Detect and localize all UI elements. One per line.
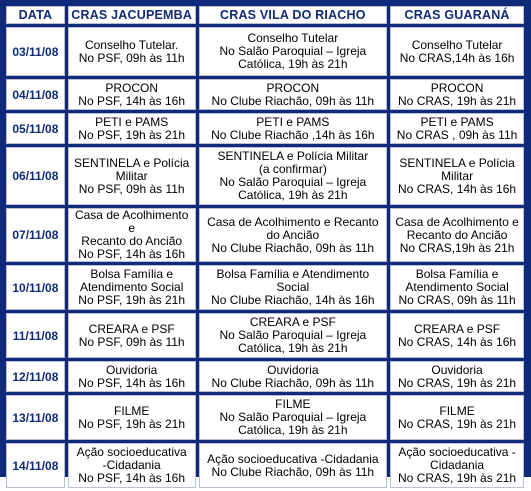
vila-do-riacho-cell: SENTINELA e Polícia Militar (a confirmar) No Salão Paroquial – Igreja Católica, 19h às 21h (199, 147, 388, 205)
table-row (6, 313, 524, 358)
table-row (6, 27, 524, 76)
date-cell: 11/11/08 (6, 313, 65, 358)
header-date: DATA (6, 6, 65, 24)
date-cell: 04/11/08 (6, 79, 65, 110)
table-row (6, 79, 524, 110)
vila-do-riacho-cell: Ação socioeducativa -Cidadania No Clube Riachão, 09h às 11h (199, 443, 388, 488)
jacupemba-cell: Conselho Tutelar. No PSF, 09h às 11h (68, 27, 196, 76)
vila-do-riacho-cell: PETI e PAMS No Clube Riachão ,14h às 16h (199, 113, 388, 144)
guarana-cell: Ação socioeducativa - Cidadania No CRAS, 19h às 21h (390, 443, 524, 488)
vila-do-riacho-cell: PROCON No Clube Riachão, 09h às 11h (199, 79, 388, 110)
guarana-cell: Casa de Acolhimento e Recanto do Ancião No CRAS,19h às 21h (390, 208, 524, 262)
vila-do-riacho-cell: Casa de Acolhimento e Recanto do Ancião No Clube Riachão, 09h às 11h (199, 208, 388, 262)
header-cras-guarana: CRAS GUARANÁ (390, 6, 524, 24)
date-cell: 14/11/08 (6, 443, 65, 488)
table-row (6, 113, 524, 144)
jacupemba-cell: Casa de Acolhimento e Recanto do Ancião No PSF, 14h às 16h (68, 208, 196, 262)
table-row (6, 265, 524, 310)
vila-do-riacho-cell: Bolsa Família e Atendimento Social No Clube Riachão, 14h às 16h (199, 265, 388, 310)
vila-do-riacho-cell: FILME No Salão Paroquial – Igreja Católica, 19h às 21h (199, 395, 388, 440)
jacupemba-cell: CREARA e PSF No PSF, 09h às 11h (68, 313, 196, 358)
guarana-cell: PROCON No CRAS, 19h às 21h (390, 79, 524, 110)
date-cell: 13/11/08 (6, 395, 65, 440)
header-cras-vila-do-riacho: CRAS VILA DO RIACHO (199, 6, 388, 24)
guarana-cell: Conselho Tutelar No CRAS,14h às 16h (390, 27, 524, 76)
guarana-cell: CREARA e PSF No CRAS, 14h às 16h (390, 313, 524, 358)
vila-do-riacho-cell: CREARA e PSF No Salão Paroquial – Igreja Católica, 19h às 21h (199, 313, 388, 358)
date-cell: 10/11/08 (6, 265, 65, 310)
jacupemba-cell: SENTINELA e Polícia Militar No PSF, 09h às 11h (68, 147, 196, 205)
schedule-table (3, 3, 527, 491)
jacupemba-cell: Ouvidoria No PSF, 14h às 16h (68, 361, 196, 392)
jacupemba-cell: PETI e PAMS No PSF, 19h às 21h (68, 113, 196, 144)
vila-do-riacho-cell: Conselho Tutelar No Salão Paroquial – Igreja Católica, 19h às 21h (199, 27, 388, 76)
table-row (6, 147, 524, 205)
jacupemba-cell: FILME No PSF, 19h às 21h (68, 395, 196, 440)
guarana-cell: Bolsa Família e Atendimento Social No CRAS, 09h às 11h (390, 265, 524, 310)
guarana-cell: PETI e PAMS No CRAS , 09h às 11h (390, 113, 524, 144)
header-cras-jacupemba: CRAS JACUPEMBA (68, 6, 196, 24)
table-row (6, 443, 524, 488)
date-cell: 05/11/08 (6, 113, 65, 144)
guarana-cell: FILME No CRAS, 19h às 21h (390, 395, 524, 440)
jacupemba-cell: Ação socioeducativa -Cidadania No PSF, 14h às 16h (68, 443, 196, 488)
table-row (6, 395, 524, 440)
jacupemba-cell: PROCON No PSF, 14h às 16h (68, 79, 196, 110)
header-row (6, 6, 524, 24)
guarana-cell: SENTINELA e Polícia Militar No CRAS, 14h às 16h (390, 147, 524, 205)
table-row (6, 361, 524, 392)
guarana-cell: Ouvidoria No CRAS, 19h às 21h (390, 361, 524, 392)
date-cell: 07/11/08 (6, 208, 65, 262)
table-row (6, 208, 524, 262)
date-cell: 12/11/08 (6, 361, 65, 392)
date-cell: 03/11/08 (6, 27, 65, 76)
date-cell: 06/11/08 (6, 147, 65, 205)
jacupemba-cell: Bolsa Família e Atendimento Social No PSF, 19h às 21h (68, 265, 196, 310)
vila-do-riacho-cell: Ouvidoria No Clube Riachão, 09h às 11h (199, 361, 388, 392)
